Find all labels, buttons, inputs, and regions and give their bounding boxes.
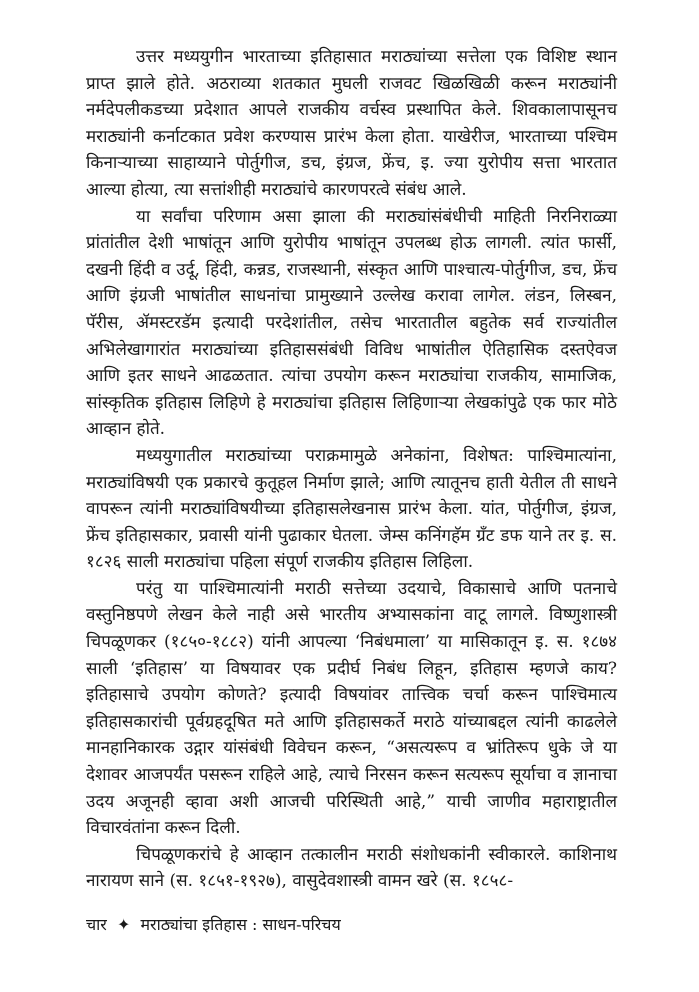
paragraph-2: या सर्वांचा परिणाम असा झाला की मराठ्यांसंबंधीची माहिती निरनिराळ्या प्रांतांतील देशी भाषांतून आणि युरोपीय भाषांतून उपलब्ध होऊ लागली. त्यांत फार्सी, दखनी हिंदी व उर्दू, हिंदी, कन्नड, राजस्थानी, संस्कृत आणि पाश्चात्य-पोर्तुगीज, डच, फ्रेंच आणि इंग्रजी भाषांतील साधनांचा प्रामुख्याने उल्लेख करावा लागेल. लंडन, लिस्बन, पॅरीस, ॲमस्टरडॅम इत्यादी परदेशांतील, तसेच भारतातील बहुतेक सर्व राज्यांतील अभिलेखागारांत मराठ्यांच्या इतिहाससंबंधी विविध भाषांतील ऐतिहासिक दस्तऐवज आणि इतर साधने आढळतात. त्यांचा उपयोग करून मराठ्यांचा राजकीय, सामाजिक, सांस्कृतिक इतिहास लिहिणे हे मराठ्यांचा इतिहास लिहिणाऱ्या लेखकांपुढे एक फार मोठे आव्हान होते.: [86, 206, 617, 440]
page-number: चार: [86, 915, 107, 934]
body-text: [86, 44, 617, 895]
page-footer: [86, 914, 341, 936]
paragraph-1: उत्तर मध्ययुगीन भारताच्या इतिहासात मराठ्यांच्या सत्तेला एक विशिष्ट स्थान प्राप्त झाले होते. अठराव्या शतकात मुघली राजवट खिळखिळी करून मराठ्यांनी नर्मदेपलीकडच्या प्रदेशात आपले राजकीय वर्चस्व प्रस्थापित केले. शिवकालापासूनच मराठ्यांनी कर्नाटकात प्रवेश करण्यास प्रारंभ केला होता. याखेरीज, भारताच्या पश्चिम किनाऱ्याच्या साहाय्याने पोर्तुगीज, डच, इंग्रज, फ्रेंच, इ. ज्या युरोपीय सत्ता भारतात आल्या होत्या, त्या सत्तांशीही मराठ्यांचे कारणपरत्वे संबंध आले.: [86, 47, 617, 200]
star-separator-icon: ✦: [116, 915, 131, 934]
paragraph-5: चिपळूणकरांचे हे आव्हान तत्कालीन मराठी संशोधकांनी स्वीकारले. काशिनाथ नारायण साने (स. १८५१-१९२७), वासुदेवशास्त्री वामन खरे (स. १८५८-: [86, 844, 617, 892]
paragraph-3: मध्ययुगातील मराठ्यांच्या पराक्रमामुळे अनेकांना, विशेषत: पाश्चिमात्यांना, मराठ्यांविषयी एक प्रकारचे कुतूहल निर्माण झाले; आणि त्यातूनच हाती येतील ती साधने वापरून त्यांनी मराठ्यांविषयीच्या इतिहासलेखनास प्रारंभ केला. यांत, पोर्तुगीज, इंग्रज, फ्रेंच इतिहासकार, प्रवासी यांनी पुढाकार घेतला. जेम्स कनिंगहॅम ग्रँट डफ याने तर इ. स. १८२६ साली मराठ्यांचा पहिला संपूर्ण राजकीय इतिहास लिहिला.: [86, 445, 617, 573]
paragraph-4: परंतु या पाश्चिमात्यांनी मराठी सत्तेच्या उदयाचे, विकासाचे आणि पतनाचे वस्तुनिष्ठपणे लेखन केले नाही असे भारतीय अभ्यासकांना वाटू लागले. विष्णुशास्त्री चिपळूणकर (१८५०-१८८२) यांनी आपल्या ‘निबंधमाला’ या मासिकातून इ. स. १८७४ साली ‘इतिहास’ या विषयावर एक प्रदीर्घ निबंध लिहून, इतिहास म्हणजे काय? इतिहासाचे उपयोग कोणते? इत्यादी विषयांवर तात्त्विक चर्चा करून पाश्चिमात्य इतिहासकारांची पूर्वग्रहदूषित मते आणि इतिहासकर्ते मराठे यांच्याबद्दल त्यांनी काढलेले मानहानिकारक उद्गार यांसंबंधी विवेचन करून, “असत्यरूप व भ्रांतिरूप धुके जे या देशावर आजपर्यंत पसरून राहिले आहे, त्याचे निरसन करून सत्यरूप सूर्याचा व ज्ञानाचा उदय अजूनही व्हावा अशी आजची परिस्थिती आहे,” याची जाणीव महाराष्ट्रातील विचारवंतांना करून दिली.: [86, 578, 617, 839]
running-title: मराठ्यांचा इतिहास : साधन-परिचय: [140, 915, 341, 934]
